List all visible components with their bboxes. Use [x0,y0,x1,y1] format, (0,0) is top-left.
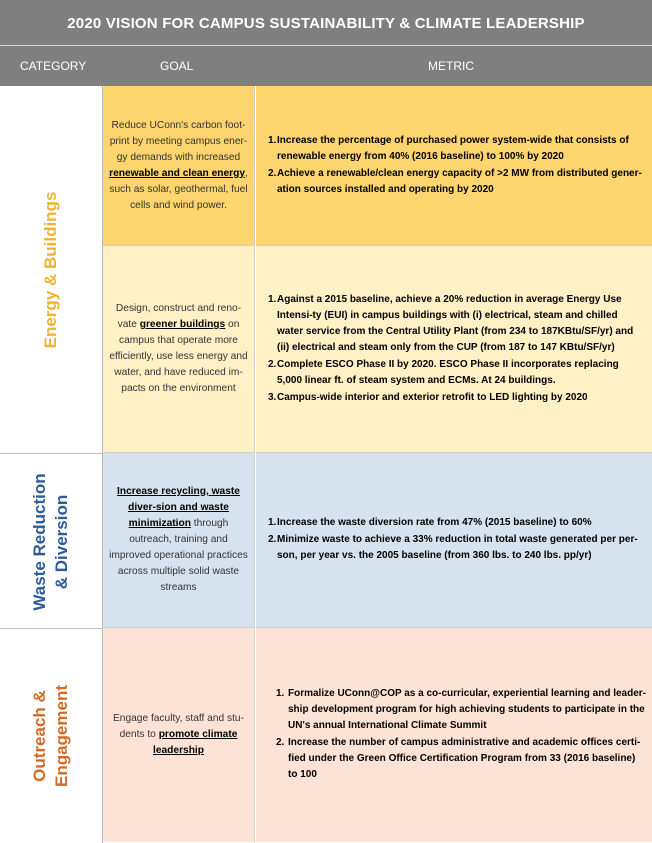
category-outreach-engagement [0,628,103,843]
goal-text: Design, construct and reno-vate [115,303,242,330]
metric-item: 1.Increase the percentage of purchased power system-wide that consists of renewable energy from 40% (2016 baseline) to 100% by 2020 [268,134,629,162]
category-label-outreach [29,685,73,787]
category-label-line: Waste Reduction [30,472,49,611]
metric-item: 1.Increase the waste diversion rate from 47% (2015 baseline) to 60% [268,517,592,528]
metric-list [268,292,646,407]
goal-text: , such as solar, geothermal, fuel cells and wind power. [109,167,248,211]
goal-waste-minimization [103,453,255,628]
column-header-category: CATEGORY [20,59,87,73]
metric-list [268,133,646,199]
category-energy-buildings [0,86,103,453]
column-header-metric: METRIC [428,59,474,73]
metric-waste-minimization [256,453,652,628]
category-waste-diversion [0,453,103,629]
goal-emphasis: Increase recycling, waste diver-sion and waste minimization [117,486,240,529]
metric-item: 1.Against a 2015 baseline, achieve a 20% reduction in average Energy Use Intensi-ty (EUI) in campus buildings with (i) electrical, steam and chilled water service from the Central Utility Plant (from 234 to 187KBtu/SF/yr) and (ii) electrical and steam only from the CUP (from 187 to 147 KBtu/SF/yr) [268,293,634,353]
goal-emphasis: renewable and clean energy [109,167,246,179]
metric-greener-buildings [256,246,652,453]
goal-renewable-energy [103,86,255,246]
goal-text: Reduce UConn's carbon foot-print by meeting campus ener-gy demands with increased [109,119,248,163]
column-header-goal: GOAL [160,59,194,73]
metric-list [268,515,646,565]
metric-item: 3.Campus-wide interior and exterior retrofit to LED lighting by 2020 [268,391,588,403]
goal-emphasis: greener buildings [139,319,226,330]
goal-greener-buildings [103,246,255,453]
page-title: 2020 VISION FOR CAMPUS SUSTAINABILITY & CLIMATE LEADERSHIP [0,0,652,46]
category-label-waste [29,473,73,610]
metric-climate-leadership [256,628,652,842]
goal-text: Engage faculty, staff and stu-dents to [112,713,244,740]
metric-item: 2.Achieve a renewable/clean energy capacity of >2 MW from distributed gener-ation sources installed and operating by 2020 [268,167,642,195]
category-label-line: Outreach & [30,690,49,782]
metric-list [276,686,646,784]
metric-item: 2.Minimize waste to achieve a 33% reduction in total waste generated per per-son, per year vs. the 2005 baseline (from 360 lbs. to 240 lbs. pp/yr) [268,534,638,561]
category-label-line: Engagement [52,684,71,788]
goal-climate-leadership [103,628,255,842]
goal-emphasis: promote climate leadership [153,729,238,756]
goal-text: through outreach, training and improved operational practices across multiple solid waste streams [109,518,248,593]
category-label-line: & Diversion [52,494,71,589]
metric-item: 2. Increase the number of campus administrative and academic offices certi-fied under the Green Office Certification Program from 33 (2016 baseline) to 100 [276,737,641,780]
metric-item: 2.Complete ESCO Phase II by 2020. ESCO Phase II incorporates replacing 5,000 linear ft. of steam system and ECMs. At 24 buildings. [268,358,619,386]
category-label-energy: Energy & Buildings [41,191,60,348]
metric-item: 1. Formalize UConn@COP as a co-curricular, experiential learning and leader-ship development program for high achieving students to participate in the UN's annual International Climate Summit [276,688,647,731]
column-headers [0,46,652,86]
metric-renewable-energy [256,86,652,246]
goal-text: on campus that operate more efficiently, use less energy and water, and have reduced im-pacts on the environment [109,319,248,394]
